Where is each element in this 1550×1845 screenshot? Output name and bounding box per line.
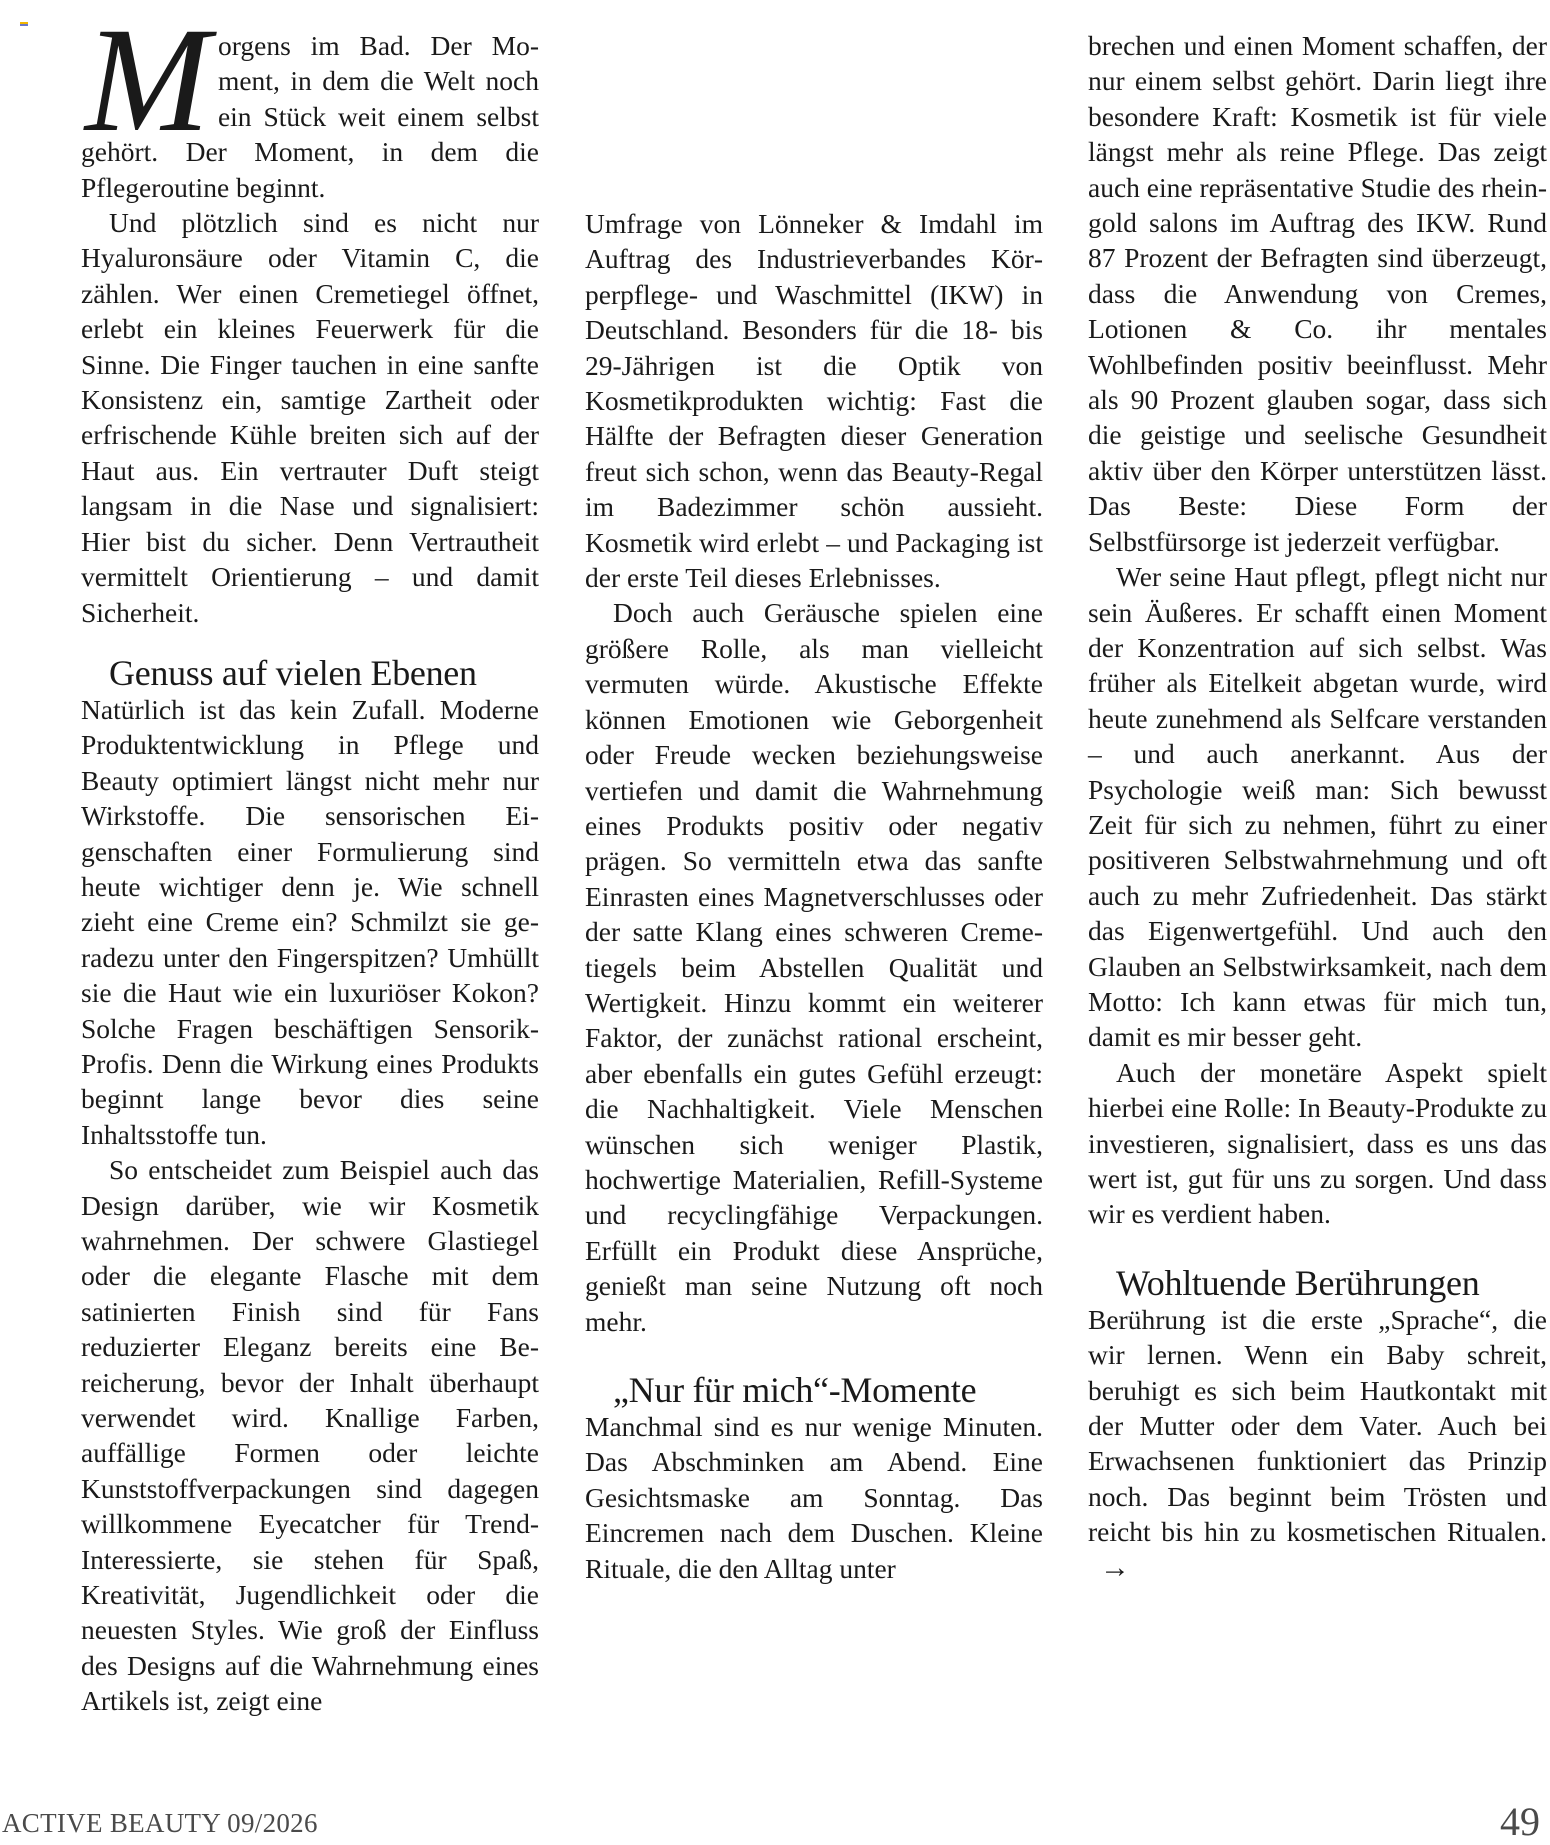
article-column-1 xyxy=(81,0,539,1719)
page-number: 49 xyxy=(1500,1799,1540,1844)
body-paragraph: Manchmal sind es nur wenige Minuten. Das Abschminken am Abend. Eine Gesichtsmaske am Sonntag. Das Eincremen nach dem Duschen. Kleine Rituale, die den Alltag unter xyxy=(585,1411,1043,1584)
publication-footer: ACTIVE BEAUTY 09/2026 xyxy=(2,1808,318,1838)
body-paragraph: Wer seine Haut pflegt, pflegt nicht nur sein Äußeres. Er schafft einen Moment der Konzentration auf sich selbst. Was früher als Eitelkeit abgetan wurde, wird heute zunehmend als Selfcare verstanden – und auch anerkannt. Aus der Psychologie weiß man: Sich bewusst Zeit für sich zu nehmen, führt zu einer positiveren Selbstwahrnehmung und oft auch zu mehr Zufriedenheit. Das stärkt das Eigenwertgefühl. Und auch den Glauben an Selbstwirksamkeit, nach dem Motto: Ich kann etwas für mich tun, damit es mir besser geht. xyxy=(1088,561,1547,1053)
body-paragraph: Und plötzlich sind es nicht nur Hyaluronsäure oder Vitamin C, die zählen. Wer einen Cremetiegel öffnet, erlebt ein kleines Feuerwerk für die Sinne. Die Finger tauchen in eine sanfte Konsistenz ein, samtige Zartheit oder erfrischende Kühle breiten sich auf der Haut aus. Ein vertrauter Duft steigt langsam in die Nase und signalisiert: Hier bist du sicher. Denn Vertrautheit vermittelt Orientierung – und damit Sicherheit. xyxy=(81,207,539,628)
closing-paragraph xyxy=(1088,1302,1547,1585)
article-column-3 xyxy=(1088,28,1547,1585)
body-paragraph: Natürlich ist das kein Zufall. Moderne Produktentwicklung in Pflege und Beauty optimiert längst nicht mehr nur Wirkstoffe. Die sensorischen Eigenschaften einer Formulierung sind heute wichtiger denn je. Wie schnell zieht eine Creme ein? Schmilzt sie geradezu unter den Fingerspitzen? Umhüllt sie die Haut wie ein luxuriöser Kokon? Solche Fragen beschäftigen Sensorik-Profis. Denn die Wirkung eines Produkts beginnt lange bevor dies seine Inhaltsstoffe tun. xyxy=(81,693,539,1150)
corner-mark xyxy=(20,22,28,26)
body-paragraph: Doch auch Geräusche spielen eine größere Rolle, als man vielleicht vermuten würde. Akustische Effekte können Emotionen wie Geborgenheit oder Freude wecken beziehungsweise vertiefen und damit die Wahrnehmung eines Produkts positiv oder negativ prägen. So vermitteln etwa das sanfte Einrasten eines Magnetverschlusses oder der satte Klang eines schweren Cremetiegels beim Abstellen Qualität und Wertigkeit. Hinzu kommt ein weiterer Faktor, der zunächst rational erscheint, aber ebenfalls ein gutes Gefühl erzeugt: die Nachhaltigkeit. Viele Menschen wünschen sich weniger Plastik, hochwertige Materialien, Refill-Systeme und recyclingfähige Verpackungen. Erfüllt ein Produkt diese Ansprüche, genießt man seine Nutzung oft noch mehr. xyxy=(585,597,1043,1337)
body-paragraph: Auch der monetäre Aspekt spielt hierbei eine Rolle: In Beauty-Produkte zu investieren, signalisiert, dass es uns das wert ist, gut für uns zu sorgen. Und dass wir es verdient haben. xyxy=(1088,1056,1547,1230)
body-paragraph: So entscheidet zum Beispiel auch das Design darüber, wie wir Kosmetik wahrnehmen. Der schwere Glastiegel oder die elegante Flasche mit dem satinierten Finish sind für Fans reduzierter Eleganz bereits eine Bereicherung, bevor der Inhalt überhaupt verwendet wird. Knallige Farben, auffällige Formen oder leichte Kunststoffverpackungen sind dagegen willkommene Eyecatcher für Trend-Interessierte, sie stehen für Spaß, Kreativität, Jugendlichkeit oder die neuesten Styles. Wie groß der Einfluss des Designs auf die Wahrnehmung eines Artikels ist, zeigt eine xyxy=(81,1154,539,1717)
section-heading: Wohltuende Berührungen xyxy=(1116,1262,1480,1303)
closing-text: Berührung ist die erste „Sprache“, die wir lernen. Wenn ein Baby schreit, beruhigt es sich beim Hautkontakt mit der Mutter oder dem Vater. Auch bei Erwachsenen funktioniert das Prinzip noch. Das beginnt beim Trösten und reicht bis hin zu kosmetischen Ritualen. xyxy=(1088,1303,1547,1548)
intro-text: orgens im Bad. Der Moment, in dem die Welt noch ein Stück weit einem selbst gehört. Der Moment, in dem die Pflegeroutine beginnt. xyxy=(81,30,539,203)
intro-paragraph xyxy=(81,0,539,205)
drop-cap: M xyxy=(85,0,210,163)
continue-arrow-icon: → xyxy=(1100,1550,1130,1584)
article-column-2 xyxy=(585,206,1043,1586)
body-paragraph: brechen und einen Moment schaffen, der nur einem selbst gehört. Darin liegt ihre besondere Kraft: Kosmetik ist für viele längst mehr als reine Pflege. Das zeigt auch eine repräsentative Studie des rheingold salons im Auftrag des IKW. Rund 87 Prozent der Befragten sind überzeugt, dass die Anwendung von Cremes, Lotionen & Co. ihr mentales Wohlbefinden positiv beeinflusst. Mehr als 90 Prozent glauben sogar, dass sich die geistige und seelische Gesundheit aktiv über den Körper unterstützen lässt. Das Beste: Diese Form der Selbstfürsorge ist jederzeit verfügbar. xyxy=(1088,30,1547,557)
section-heading: Genuss auf vielen Ebenen xyxy=(109,652,477,693)
body-paragraph: Umfrage von Lönneker & Imdahl im Auftrag des Industrieverbandes Körperpflege- und Waschmittel (IKW) in Deutschland. Besonders für die 18- bis 29-Jährigen ist die Optik von Kosmetikprodukten wichtig: Fast die Hälfte der Befragten dieser Generation freut sich schon, wenn das Beauty-Regal im Badezimmer schön aussieht. Kosmetik wird erlebt – und Packaging ist der erste Teil dieses Erlebnisses. xyxy=(585,208,1043,594)
section-heading: „Nur für mich“-Momente xyxy=(613,1370,977,1410)
